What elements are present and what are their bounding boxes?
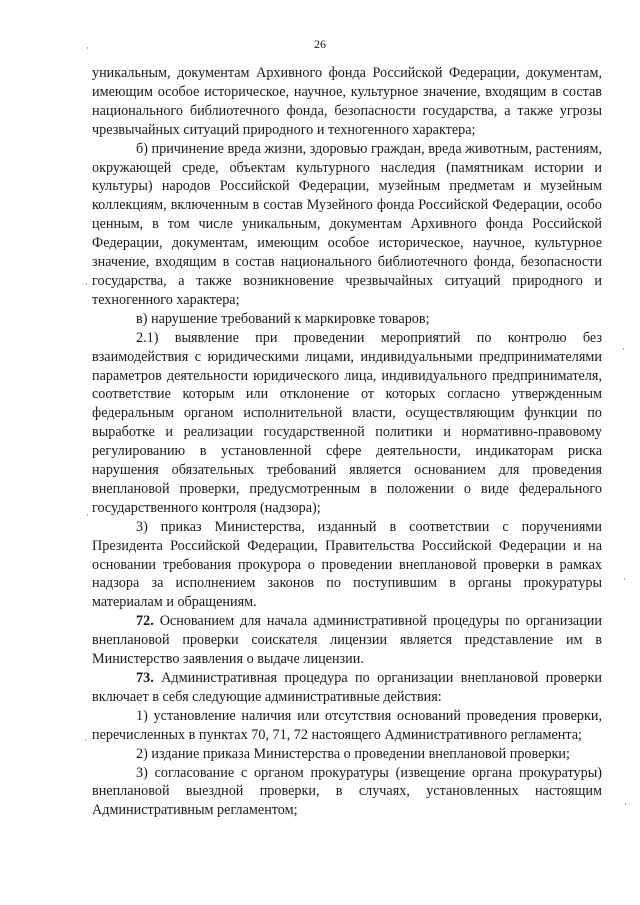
clause-text-72: Основанием для начала административной процедуры по организации внеплановой проверки соискателя лицензии является представление им в Министерство заявления о выдаче лицензии. [92, 613, 602, 668]
scan-speck: · [624, 799, 627, 809]
paragraph-action-2: 2) издание приказа Министерства о проведении внеплановой проверки; [136, 745, 570, 762]
paragraph-item-3: 3) приказ Министерства, изданный в соответствии с поручениями Президента Российской Федерации, Правительства Российской Федерации и на основании требования прокурора о проведении внеплановой проверки в рамках надзора за исполнением законов по поступившим в органы прокуратуры материалам и обращениям. [92, 518, 602, 611]
clause-text-73: Административная процедура по организации внеплановой проверки включает в себя следующие административные действия: [92, 670, 602, 705]
scan-speck: · [623, 574, 626, 584]
paragraph-action-3: 3) согласование с органом прокуратуры (извещение органа прокуратуры) внеплановой выездной проверки, в случаях, установленных настоящим Административным регламентом; [92, 764, 602, 819]
scan-speck: · [622, 344, 625, 354]
page-number: 26 [314, 37, 326, 51]
scan-speck: · [85, 279, 88, 289]
paragraph-item-v: в) нарушение требований к маркировке товаров; [136, 310, 430, 327]
clause-number-73: 73. [136, 670, 154, 686]
paragraph-clause-73 [92, 669, 602, 707]
scan-speck: · [86, 510, 89, 520]
paragraph-clause-72 [92, 612, 602, 669]
paragraph-item-2-1: 2.1) выявление при проведении мероприятий по контролю без взаимодействия с юридическими лицами, индивидуальными предпринимателями параметров деятельности юридического лица, индивидуального предпринимателя, соответствие которым или отклонение от которых согласно утвержденным федеральным органом исполнительной власти, осуществляющим функции по выработке и реализации государственной политики и нормативно-правовому регулированию в установленной сфере деятельности, индикаторам риска нарушения обязательных требований является основанием для проведения внеплановой проверки, предусмотренным в положении о виде федерального государственного контроля (надзора); [92, 329, 602, 516]
scan-speck: · [86, 43, 89, 53]
paragraph-action-1: 1) установление наличия или отсутствия оснований проведения проверки, перечисленных в пунктах 70, 71, 72 настоящего Административного регламента; [92, 707, 602, 743]
scan-speck: · [84, 735, 87, 745]
paragraph-continuation: уникальным, документам Архивного фонда Российской Федерации, документам, имеющим особое историческое, научное, культурное значение, входящим в состав национального библиотечного фонда, безопасности государства, а также угрозы чрезвычайных ситуаций природного и техногенного характера; [92, 65, 602, 138]
clause-number-72: 72. [136, 613, 154, 630]
document-body [92, 64, 602, 820]
paragraph-item-b: б) причинение вреда жизни, здоровью граждан, вреда животным, растениям, окружающей среде, объектам культурного наследия (памятникам истории и культуры) народов Российской Федерации, музейным предметам и музейным коллекциям, включенным в состав Музейного фонда Российской Федерации, особо ценным, в том числе уникальным, документам Архивного фонда Российской Федерации, документам, имеющим особое историческое, научное, культурное значение, входящим в состав национального библиотечного фонда, безопасности государства, а также возникновение чрезвычайных ситуаций природного и техногенного характера; [92, 140, 602, 308]
